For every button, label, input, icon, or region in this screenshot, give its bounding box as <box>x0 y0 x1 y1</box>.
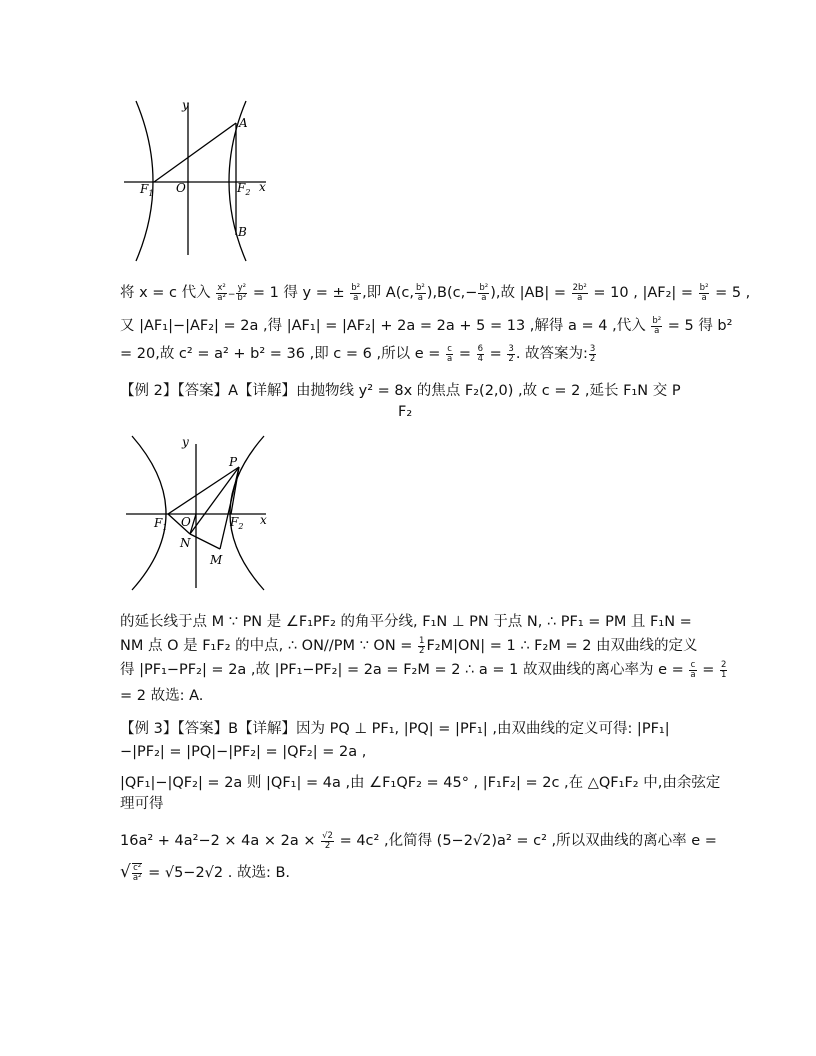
hyperbola-figure-1 <box>118 95 278 265</box>
ex2-text-1: 的延长线于点 M ∵ PN 是 ∠F₁PF₂ 的角平分线, F₁N ⊥ PN 于点 N, ∴ PF₁ = PM 且 F₁N = <box>120 614 692 630</box>
hyperbola-left-branch <box>132 436 166 590</box>
ex3-text-2: −|PF₂| = |PQ|−|PF₂| = |QF₂| = 2a , <box>120 744 367 760</box>
segment-ON <box>190 514 196 534</box>
segment-F1A <box>154 123 236 182</box>
ex2-text-4: = 2 故选: A. <box>120 688 204 704</box>
hyperbola-figure-2 <box>118 430 278 600</box>
label-y: y <box>182 435 189 449</box>
label-F2: $F_2$ <box>230 515 244 531</box>
ex2-text-3: 得 |PF₁−PF₂| = 2a ,故 |PF₁−PF₂| = 2a = F₂M = 2 ∴ a = 1 故双曲线的离心率为 e = $\frac{c}{a}$ = $\frac{2}{1}$ <box>120 659 727 680</box>
ex3-text-5: 16a² + 4a²−2 × 4a × 2a × $\frac{√2}{2}$ = 4c² ,化简得 (5−2√2)a² = c² ,所以双曲线的离心率 e = <box>120 830 717 851</box>
label-F1: $F_1$ <box>154 516 168 532</box>
label-O: O <box>176 181 186 195</box>
segment-NM <box>190 534 220 549</box>
segment-PF2 <box>231 467 239 514</box>
label-x: x <box>260 513 267 527</box>
ex3-text-3: |QF₁|−|QF₂| = 2a 则 |QF₁| = 4a ,由 ∠F₁QF₂ = 45° , |F₁F₂| = 2c ,在 △QF₁F₂ 中,由余弦定 <box>120 775 721 791</box>
label-O: O <box>181 515 191 529</box>
ex1-line-1: 将 x = c 代入 $\frac{\text{x²}}{\text{a²}}$ − $\frac{\text{y²}}{\text{b²}}$ = 1 得 y = ± $\frac{\text{b²}}{a}$ ,即 A(c, $\frac{\text{b²}}{a}$ ),B(c,− $\frac{\text{b²}}{a}$ ),故 |AB| = $\frac{\text{2b²}}{a}$ = 10 , |AF₂| = $\frac{\text{b²}}{a}$ = 5 , <box>120 282 751 303</box>
ex2-heading-continued: F₂ <box>398 404 413 420</box>
label-N: N <box>180 536 191 550</box>
label-F2: $F_2$ <box>237 181 251 197</box>
ex3-text-6: √ $\frac{\text{c²}}{\text{a²}}$ = √5−2√2 . 故选: B. <box>120 862 291 883</box>
label-x: x <box>259 180 266 194</box>
ex2-heading: 【例 2】【答案】A【详解】由抛物线 y² = 8x 的焦点 F₂(2,0) ,故 c = 2 ,延长 F₁N 交 P <box>120 383 681 399</box>
ex3-text-4: 理可得 <box>120 796 164 812</box>
hyperbola-left-branch <box>136 101 153 261</box>
label-B: B <box>238 225 247 239</box>
label-P: P <box>229 455 238 469</box>
ex1-line-2: 又 |AF₁|−|AF₂| = 2a ,得 |AF₁| = |AF₂| + 2a = 2a + 5 = 13 ,解得 a = 4 ,代入 $\frac{\text{b²}}{a}$ = 5 得 b² <box>120 315 733 336</box>
ex2-text-2: NM 点 O 是 F₁F₂ 的中点, ∴ ON//PM ∵ ON = $\frac{1}{2}$ F₂M|ON| = 1 ∴ F₂M = 2 由双曲线的定义 <box>120 635 698 656</box>
label-M: M <box>210 553 223 567</box>
ex3-text-1: 【例 3】【答案】B【详解】因为 PQ ⊥ PF₁, |PQ| = |PF₁| ,由双曲线的定义可得: |PF₁| <box>120 721 670 737</box>
ex1-line-3: = 20,故 c² = a² + b² = 36 ,即 c = 6 ,所以 e = $\frac{c}{a}$ = $\frac{6}{4}$ = $\frac{3}{2}$ . 故答案为: $\frac{3}{2}$ <box>120 343 596 364</box>
segment-F1P <box>168 467 239 514</box>
label-y: y <box>182 98 189 112</box>
label-F1: $F_1$ <box>140 182 154 198</box>
label-A: A <box>239 116 248 130</box>
